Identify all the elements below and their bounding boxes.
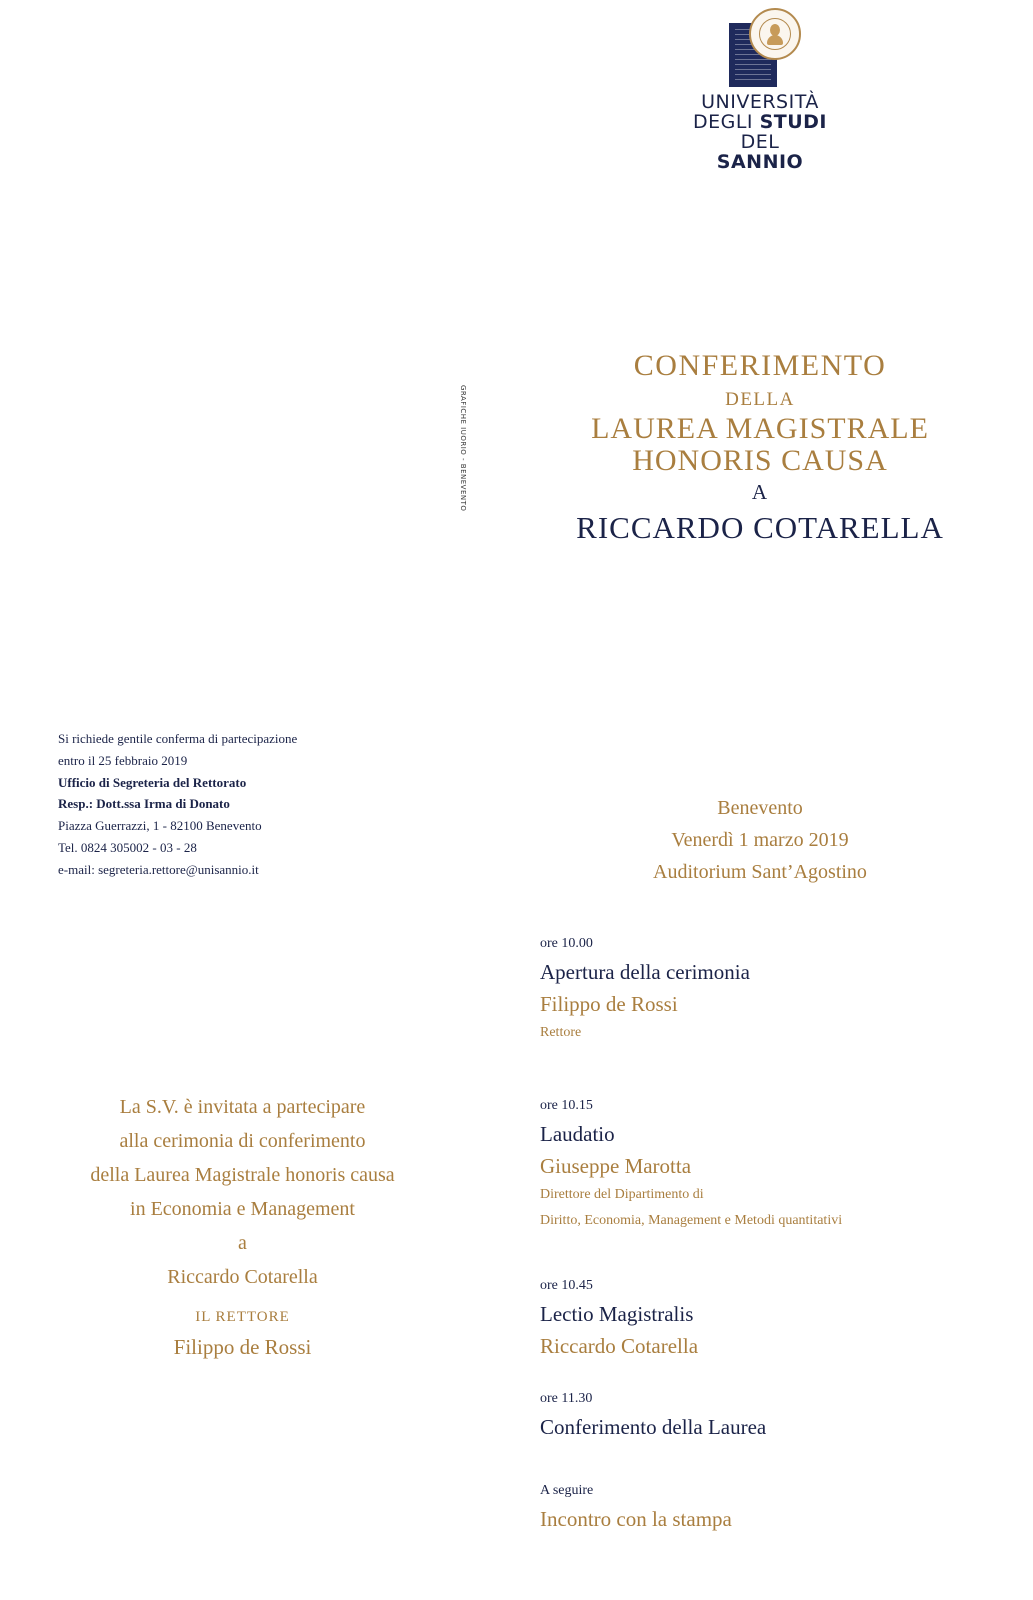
rsvp-info [58, 728, 398, 881]
item-speaker: Filippo de Rossi [540, 992, 678, 1016]
invite-line-5: a [238, 1232, 247, 1254]
invitation-text [40, 1090, 445, 1364]
invite-line-1: La S.V. è invitata a partecipare [119, 1096, 366, 1118]
title-line-5: A [751, 480, 769, 504]
event-date: Venerdì 1 marzo 2019 [671, 829, 849, 851]
rsvp-phone: Tel. 0824 305002 - 03 - 28 [58, 839, 197, 855]
invite-line-3: della Laurea Magistrale honoris causa [90, 1164, 395, 1186]
programme-item [540, 1479, 1010, 1535]
item-time: ore 11.30 [540, 1391, 593, 1406]
honoree-name: RICCARDO COTARELLA [576, 510, 944, 545]
item-event: Conferimento della Laurea [540, 1415, 767, 1439]
logo-seal-icon [749, 8, 801, 60]
item-speaker: Incontro con la stampa [540, 1507, 732, 1531]
rsvp-contact: Resp.: Dott.ssa Irma di Donato [58, 796, 230, 812]
title-line-2: DELLA [725, 389, 795, 410]
invite-line-2: alla cerimonia di conferimento [119, 1130, 366, 1152]
programme-item [540, 1274, 1010, 1362]
item-role: Rettore [540, 1025, 582, 1040]
item-time: ore 10.45 [540, 1278, 593, 1293]
item-role-2: Diritto, Economia, Management e Metodi quantitativi [540, 1213, 843, 1228]
logo-line-2: DEGLI STUDI [692, 111, 827, 133]
event-venue: Auditorium Sant’Agostino [653, 861, 867, 883]
rsvp-office: Ufficio di Segreteria del Rettorato [58, 774, 247, 790]
logo-line-3: DEL [740, 131, 780, 153]
university-logo [690, 8, 840, 178]
rsvp-line-1: Si richiede gentile conferma di partecipazione [58, 731, 298, 746]
rsvp-email: e-mail: segreteria.rettore@unisannio.it [58, 861, 259, 877]
item-event: Laudatio [540, 1122, 615, 1146]
programme-item [540, 932, 1010, 1046]
event-place-date [610, 792, 910, 888]
event-city: Benevento [717, 797, 803, 819]
logo-wordmark [690, 92, 830, 172]
rsvp-line-2: entro il 25 febbraio 2019 [58, 752, 188, 768]
title-line-1: CONFERIMENTO [633, 349, 887, 382]
programme-item [540, 1094, 1010, 1234]
title-line-3: LAUREA MAGISTRALE [591, 412, 929, 445]
programme-item [540, 1387, 1010, 1443]
item-speaker: Giuseppe Marotta [540, 1154, 692, 1178]
item-time: A seguire [540, 1483, 594, 1498]
printer-credit: GRAFICHE IUORIO - BENEVENTO [459, 385, 467, 512]
invite-line-4: in Economia e Management [130, 1198, 355, 1220]
logo-line-4: SANNIO [716, 151, 804, 173]
ceremony-title [560, 345, 960, 549]
item-event: Apertura della cerimonia [540, 960, 750, 984]
item-time: ore 10.15 [540, 1098, 593, 1113]
invite-line-6: Riccardo Cotarella [167, 1266, 318, 1288]
title-line-4: HONORIS CAUSA [632, 444, 888, 477]
item-time: ore 10.00 [540, 936, 593, 951]
item-event: Lectio Magistralis [540, 1302, 694, 1326]
logo-line-1: UNIVERSITÀ [701, 91, 819, 113]
item-speaker: Riccardo Cotarella [540, 1334, 699, 1358]
signer-title: IL RETTORE [195, 1309, 290, 1325]
signer-name: Filippo de Rossi [173, 1335, 312, 1359]
item-role: Direttore del Dipartimento di [540, 1187, 704, 1202]
rsvp-address: Piazza Guerrazzi, 1 - 82100 Benevento [58, 818, 262, 834]
